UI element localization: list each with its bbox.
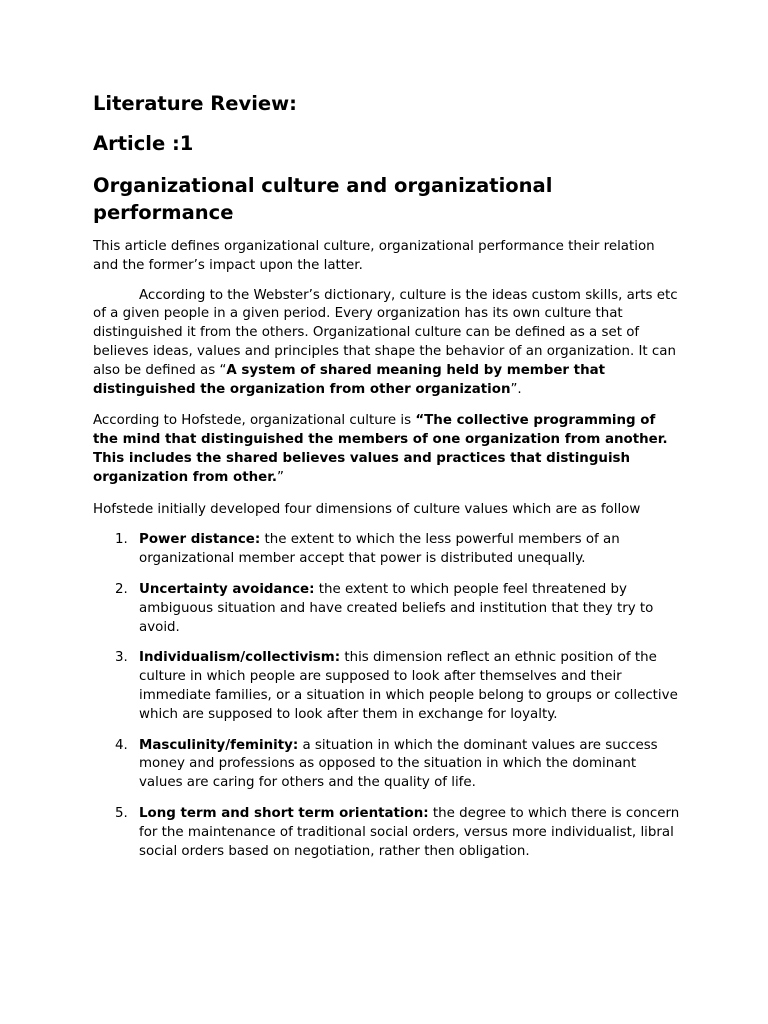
dimension-description: the degree to which there is concern for the maintenance of traditional social orders, versus more individualist, libral social orders based on negotiation, rather then obligation. [139,805,680,859]
list-number: 3. [115,650,128,666]
webster-open-quote: “ [219,362,227,378]
dimension-description: a situation in which the dominant values are success money and professions as opposed to the situation in which the dominant values are caring for others and the quality of life. [139,737,658,791]
article-title: Organizational culture and organizational performance [93,174,553,224]
dimensions-list [93,531,683,861]
list-item [93,737,683,793]
list-number: 1. [115,532,128,548]
intro-paragraph: This article defines organizational culture, organizational performance their relation and the former’s impact upon the latter. [93,239,655,273]
hofstede-paragraph [93,412,683,487]
list-item [93,649,683,724]
list-item [93,581,683,637]
dimension-term: Individualism/collectivism: [139,650,341,666]
list-number: 2. [115,581,128,597]
document-content [93,90,683,873]
dimension-description: this dimension reflect an ethnic position of the culture in which people are supposed to look after themselves and their immediate families, or a situation in which people belong to groups or collective which are supposed to look after them in exchange for loyalty. [139,650,678,722]
list-number: 5. [115,805,128,821]
list-item [93,805,683,861]
dimension-description: the extent to which the less powerful members of an organizational member accept that power is distributed unequally. [139,532,620,567]
section-heading: Literature Review: [93,92,297,115]
hofstede-text: According to Hofstede, organizational culture is [93,413,416,429]
dimension-term: Uncertainty avoidance: [139,581,315,597]
hofstede-definition: “The collective programming of the mind that distinguished the members of one organization from another. This includes the shared believes values and practices that distinguish organization from other. [93,413,668,485]
list-item [93,531,683,569]
dimensions-intro: Hofstede initially developed four dimensions of culture values which are as follow [93,501,641,517]
webster-close-quote: ”. [510,381,522,397]
webster-paragraph [93,287,683,400]
webster-text: According to the Webster’s dictionary, culture is the ideas custom skills, arts etc of a given people in a given period. Every organization has its own culture that distinguished it from the others. Organizational culture can be defined as a set of believes ideas, values and principles that shape the behavior of an organization. It can also be defined as [93,287,678,378]
article-heading: Article :1 [93,132,194,155]
dimension-term: Power distance: [139,532,261,548]
dimension-description: the extent to which people feel threatened by ambiguous situation and have created beliefs and institution that they try to avoid. [139,581,654,635]
dimension-term: Masculinity/feminity: [139,737,299,753]
dimension-term: Long term and short term orientation: [139,805,429,821]
webster-definition: A system of shared meaning held by member that distinguished the organization from other organization [93,362,606,397]
hofstede-close-quote: ” [277,469,284,485]
list-number: 4. [115,737,128,753]
